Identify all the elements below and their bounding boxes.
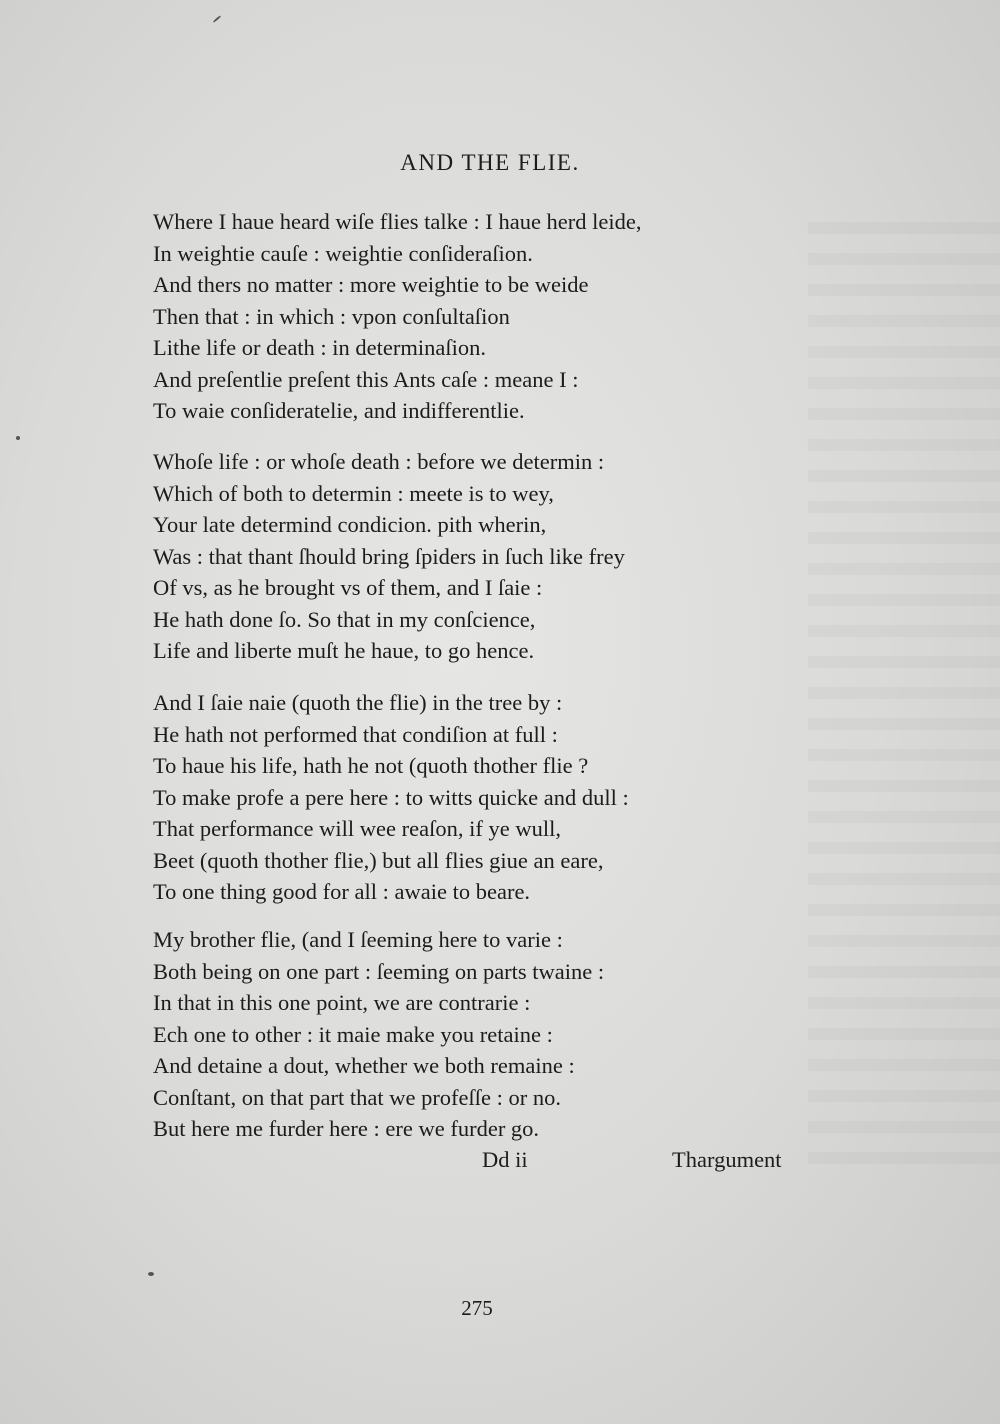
signature-mark: Dd ii	[482, 1147, 528, 1172]
poem-line: Conſtant, on that part that we profeſſe : or no.	[153, 1084, 562, 1110]
poem-line: To one thing good for all : awaie to beare.	[153, 879, 531, 904]
poem-stanza	[153, 206, 833, 427]
page-title: AND THE FLIE.	[400, 150, 580, 175]
poem-line: That performance will wee reaſon, if ye wull,	[153, 816, 561, 841]
poem-line: Life and liberte muſt he haue, to go hence.	[153, 638, 535, 663]
poem-line: He hath done ſo. So that in my conſcience,	[153, 606, 536, 632]
ink-speck	[148, 1272, 154, 1276]
poem-stanza	[153, 446, 833, 667]
poem-line: Your late determind condicion. pith wherin,	[153, 512, 547, 537]
poem-line: Of vs, as he brought vs of them, and I ſaie :	[153, 575, 543, 600]
poem-line: Then that : in which : vpon conſultaſion	[153, 303, 510, 329]
poem-line: Was : that thant ſhould bring ſpiders in ſuch like frey	[153, 543, 625, 569]
poem-line: Beet (quoth thother flie,) but all flies giue an eare,	[153, 847, 604, 873]
poem-line: My brother flie, (and I ſeeming here to varie :	[153, 927, 563, 952]
poem-stanza	[153, 924, 833, 1145]
page-number: 275	[461, 1296, 493, 1320]
poem-line: In that in this one point, we are contrarie :	[153, 990, 531, 1015]
bleed-through-text	[808, 212, 1000, 1172]
poem-line: And thers no matter : more weightie to be weide	[153, 272, 589, 297]
ink-speck	[213, 15, 222, 23]
poem-line: Whoſe life : or whoſe death : before we determin :	[153, 449, 605, 474]
poem-stanza	[153, 687, 833, 908]
ink-speck	[16, 436, 20, 440]
poem-line: Both being on one part : ſeeming on parts twaine :	[153, 958, 605, 984]
poem-line: To haue his life, hath he not (quoth thother flie ?	[153, 753, 589, 778]
catchword: Thargument	[672, 1147, 782, 1172]
poem-line: Ech one to other : it maie make you retaine :	[153, 1021, 553, 1047]
poem-line: To make profe a pere here : to witts quicke and dull :	[153, 784, 629, 810]
poem-line: He hath not performed that condiſion at full :	[153, 721, 558, 747]
poem-line: And preſentlie preſent this Ants caſe : meane I :	[153, 366, 579, 392]
poem-line: But here me furder here : ere we furder go.	[153, 1116, 540, 1141]
poem-line: To waie conſideratelie, and indifferentlie.	[153, 398, 525, 423]
poem-line: Which of both to determin : meete is to wey,	[153, 480, 554, 506]
poem-line: Where I haue heard wiſe flies talke : I haue herd leide,	[153, 209, 642, 234]
poem-line: And detaine a dout, whether we both remaine :	[153, 1053, 575, 1078]
poem-line: And I ſaie naie (quoth the flie) in the tree by :	[153, 690, 563, 715]
poem-line: In weightie cauſe : weightie conſideraſion.	[153, 240, 533, 266]
poem-line: Lithe life or death : in determinaſion.	[153, 335, 487, 360]
